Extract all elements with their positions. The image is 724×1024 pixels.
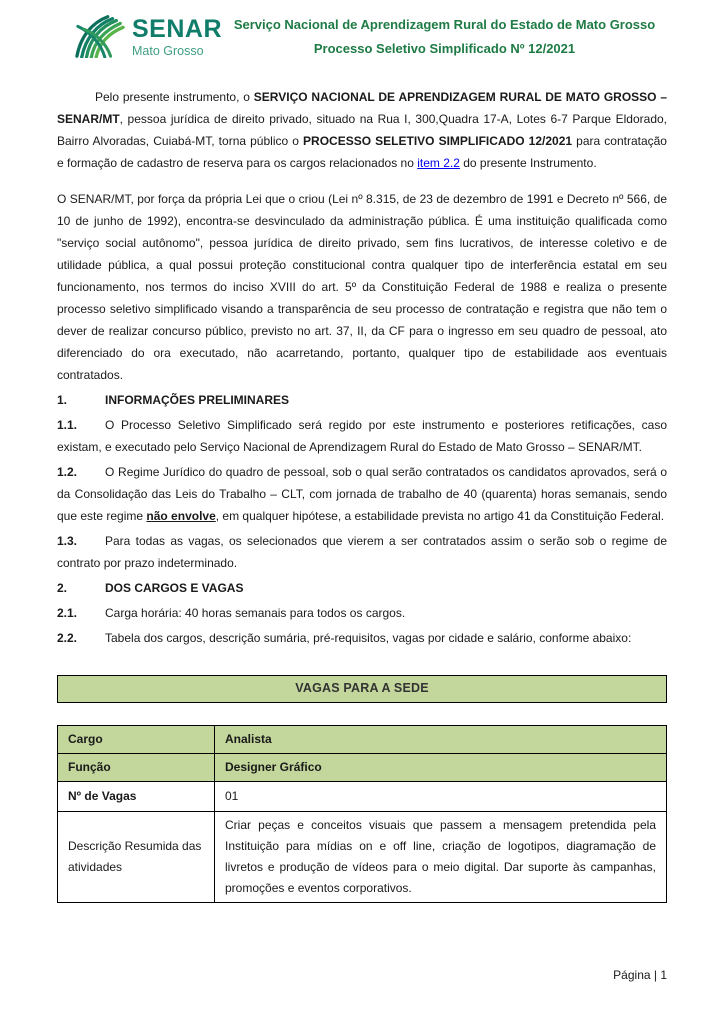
vagas-value: 01 [215, 782, 667, 812]
item-1-2-text-1: O Regime Jurídico do quadro de pessoal, sob o qual serão contratados os candidatos aprovados, será o da Consolidação das Leis do Trabalho – CLT, com jornada de trabalho de 40 (quarenta) horas semanais, sendo que este regime [57, 465, 667, 523]
wheat-sheaf-icon [75, 12, 125, 63]
vagas-sede-banner: VAGAS PARA A SEDE [57, 675, 667, 703]
cargo-table [57, 725, 667, 903]
org-name-bold: SERVIÇO NACIONAL DE APRENDIZAGEM RURAL DE MATO GROSSO – SENAR/MT [57, 90, 668, 126]
item-2-2-text: Tabela dos cargos, descrição sumária, pré-requisitos, vagas por cidade e salário, conforme abaixo: [105, 631, 632, 645]
item-1-2-number: 1.2. [57, 465, 78, 479]
item-1-1-number: 1.1. [57, 418, 78, 432]
document-title-line2: Processo Seletivo Simplificado Nº 12/2021 [313, 41, 576, 56]
item-1-1-text: O Processo Seletivo Simplificado será regido por este instrumento e posteriores retificações, caso existam, e executado pelo Serviço Nacional de Aprendizagem Rural do Estado de Mato Grosso – SENAR/MT. [57, 418, 667, 454]
cargo-label: Cargo [58, 726, 215, 754]
item-1-1 [57, 414, 667, 458]
item-2-2-number: 2.2. [57, 631, 78, 645]
intro-text-2: , pessoa jurídica de direito privado, situado na Rua I, 300,Quadra 17-A, Lotes 6-7 Parque Eldorado, Bairro Alvoradas, Cuiabá-MT, torna público o [57, 112, 667, 148]
table-row-funcao [58, 754, 667, 782]
process-name-bold: PROCESSO SELETIVO SIMPLIFICADO 12/2021 [303, 134, 573, 148]
item-1-3 [57, 530, 667, 574]
section-1-title: INFORMAÇÕES PRELIMINARES [105, 393, 290, 407]
descricao-label: Descrição Resumida das atividades [58, 812, 215, 903]
item-1-2 [57, 461, 667, 527]
document-title-line1: Serviço Nacional de Aprendizagem Rural do Estado de Mato Grosso [233, 17, 656, 32]
document-title [222, 8, 667, 61]
cargo-value: Analista [215, 726, 667, 754]
section-2-heading [57, 577, 667, 599]
descricao-value: Criar peças e conceitos visuais que passem a mensagem pretendida pela Instituição para mídias on e off line, criação de logotipos, diagramação de livretos e produção de vídeos para o meio digital. Dar suporte às campanhas, promoções e eventos corporativos. [215, 812, 667, 903]
intro-text-4: do presente Instrumento. [459, 156, 597, 170]
logo-subtitle: Mato Grosso [132, 44, 204, 58]
item-2-1-number: 2.1. [57, 606, 78, 620]
table-row-descricao [58, 812, 667, 903]
section-1-number: 1. [57, 393, 68, 407]
item-1-3-text: Para todas as vagas, os selecionados que vierem a ser contratados assim o serão sob o regime de contrato por prazo indeterminado. [57, 534, 667, 570]
logo-wordmark [132, 17, 222, 58]
vagas-label: Nº de Vagas [58, 782, 215, 812]
item-2-1-text: Carga horária: 40 horas semanais para todos os cargos. [105, 606, 406, 620]
funcao-label: Função [58, 754, 215, 782]
page-number: Página | 1 [613, 968, 667, 982]
section-2-number: 2. [57, 581, 68, 595]
logo-name: SENAR [132, 15, 223, 43]
item-2-1 [57, 602, 667, 624]
table-row-vagas [58, 782, 667, 812]
intro-paragraph [57, 86, 667, 174]
intro-text-3: para contratação e formação de cadastro de reserva para os cargos relacionados no [57, 134, 667, 170]
intro-text-1: Pelo presente instrumento, o [95, 90, 254, 104]
section-1-heading [57, 389, 667, 411]
item-1-3-number: 1.3. [57, 534, 78, 548]
item-1-2-emphasis: não envolve [146, 509, 216, 523]
legal-context-paragraph: O SENAR/MT, por força da própria Lei que o criou (Lei nº 8.315, de 23 de dezembro de 1991 e Decreto nº 566, de 10 de junho de 1992), encontra-se desvinculado da administração pública. É uma instituição qualificada como "serviço social autônomo", pessoa jurídica de direito privado, sem fins lucrativos, de interesse coletivo e de utilidade pública, a qual possui proteção constitucional contra qualquer tipo de interferência estatal em seu funcionamento, nos termos do inciso XVIII do art. 5º da Constituição Federal de 1988 e realiza o presente processo seletivo simplificado visando a transparência de seu processo de contratação e registra que não tem o dever de realizar concurso público, previsto no art. 37, II, da CF para o ingresso em seu quadro de pessoal, ato diferenciado do ora executado, não acarretando, portanto, qualquer tipo de estabilidade aos eventuais contratados. [57, 192, 667, 382]
item-2-2-link[interactable]: item 2.2 [417, 156, 460, 170]
document-header [57, 8, 667, 68]
item-1-2-text-2: , em qualquer hipótese, a estabilidade prevista no artigo 41 da Constituição Federal. [215, 509, 665, 523]
funcao-value: Designer Gráfico [215, 754, 667, 782]
senar-logo [75, 8, 222, 63]
item-2-2 [57, 627, 667, 649]
section-2-title: DOS CARGOS E VAGAS [105, 581, 244, 595]
table-row-cargo [58, 726, 667, 754]
